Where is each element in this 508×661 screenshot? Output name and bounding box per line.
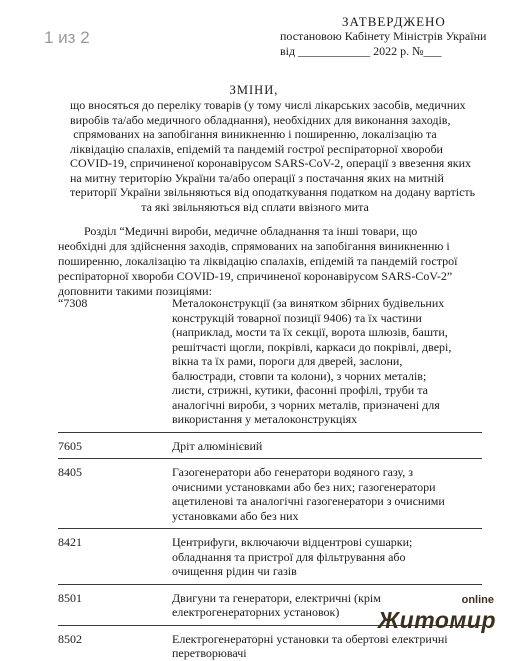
product-description [172,535,482,579]
product-description [172,465,482,523]
watermark-suffix: online [461,594,494,606]
subtitle-line: COVID-19, спричиненої коронавірусом SARS-CoV-2, операції з ввезення яких [70,156,472,170]
intro-paragraph [58,224,478,299]
intro-line: респіраторної хвороби COVID-19, спричиненої коронавірусом SARS-CoV-2” [58,269,453,283]
description-line: (наприклад, мости та їх секції, ворота шлюзів, башти, [172,325,448,339]
intro-line: необхідні для здійснення заходів, спрямованих на запобігання виникненню і [58,239,450,253]
product-code: 8421 [58,535,82,549]
product-code: “7308 [58,296,88,310]
subtitle-line: спрямованих на запобігання виникненню і поширенню, локалізацію та [73,127,437,141]
description-line: аналогічні вироби, з чорних металів, призначені для [172,397,440,412]
intro-line: доповнити такими позиціями: [58,284,212,298]
product-description [172,632,482,661]
description-line: решітчасті щогли, покрівлі, каркаси до покрівлі, двері, [172,339,452,354]
row-divider [58,528,482,529]
description-line: листи, стрижні, кутики, фасонні профілі, труби та [172,383,428,397]
intro-line: поширенню, локалізацію та ліквідацію спалахів, епідемій та пандемій гострої [58,254,458,268]
document-title: ЗМІНИ, [229,83,279,97]
subtitle-line: території України звільняються від оподаткування податком на додану вартість [70,185,476,199]
row-divider [58,584,482,585]
product-description [172,439,482,454]
description-line: Електрогенераторні установки та обертові електричні [172,631,448,646]
description-line: обладнання та пристрої для фільтрування або [172,549,406,564]
description-line: вікна та їх рами, пороги для дверей, заслони, [172,354,403,368]
table-row [58,535,482,579]
approval-line: постановою Кабінету Міністрів України [280,29,487,43]
subtitle-line: що вносяться до переліку товарів (у тому числі лікарських засобів, медичних [70,98,466,112]
description-line: використання у металоконструкціях [172,412,358,426]
subtitle-line: виробів та/або медичного обладнання), необхідних для виконання заходів, [70,112,451,127]
description-line: електрогенераторних установок) [172,605,340,619]
description-line: очисними установками або без них; газогенератори [172,479,436,494]
description-line: Металоконструкції (за винятком збірних будівельних [172,296,445,310]
description-line: Двигуни та генератори, електричні (крім [172,590,381,605]
subtitle-line: та які звільняються від сплати ввізного мита [141,199,369,214]
approval-line: від ____________ 2022 р. №___ [280,44,442,58]
intro-line: Розділ “Медичні вироби, медичне обладнання та інші товари, що [84,224,418,238]
product-code: 8405 [58,465,82,479]
product-code: 8501 [58,590,82,605]
document-subtitle [70,98,476,214]
product-code: 8502 [58,631,82,646]
product-description [172,296,482,427]
table-row [58,439,482,454]
table-row [58,296,482,427]
watermark-brand: Житомир [377,607,496,633]
subtitle-line: на митну територію України та/або операції з постачання яких на митній [70,170,444,185]
description-line: установками або без них [172,508,299,523]
site-watermark [340,594,500,634]
approval-stamp [280,14,500,59]
page-counter: 1 из 2 [44,28,90,47]
row-divider [58,458,482,459]
subtitle-line: ліквідацію спалахів, епідемій та пандемій гострої респіраторної хвороби [70,141,443,156]
description-line: балюстради, стовпи та колони), з чорних металів; [172,368,427,383]
table-row [58,632,482,661]
description-line: Дріт алюмінієвий [172,438,263,453]
product-code: 7605 [58,438,82,453]
description-line: Газогенератори або генератори водяного газу, з [172,465,413,479]
description-line: ацетиленові та аналогічні газогенератори з очисними [172,494,445,508]
row-divider [58,432,482,433]
table-row [58,465,482,523]
approval-heading: ЗАТВЕРДЖЕНО [342,14,446,29]
description-line: конструкцій товарної позиції 9406) та їх частини [172,310,422,325]
description-line: перетворювачі [172,646,247,660]
description-line: Центрифуги, включаючи відцентрові сушарки; [172,535,413,549]
description-line: очищення рідин чи газів [172,564,297,578]
